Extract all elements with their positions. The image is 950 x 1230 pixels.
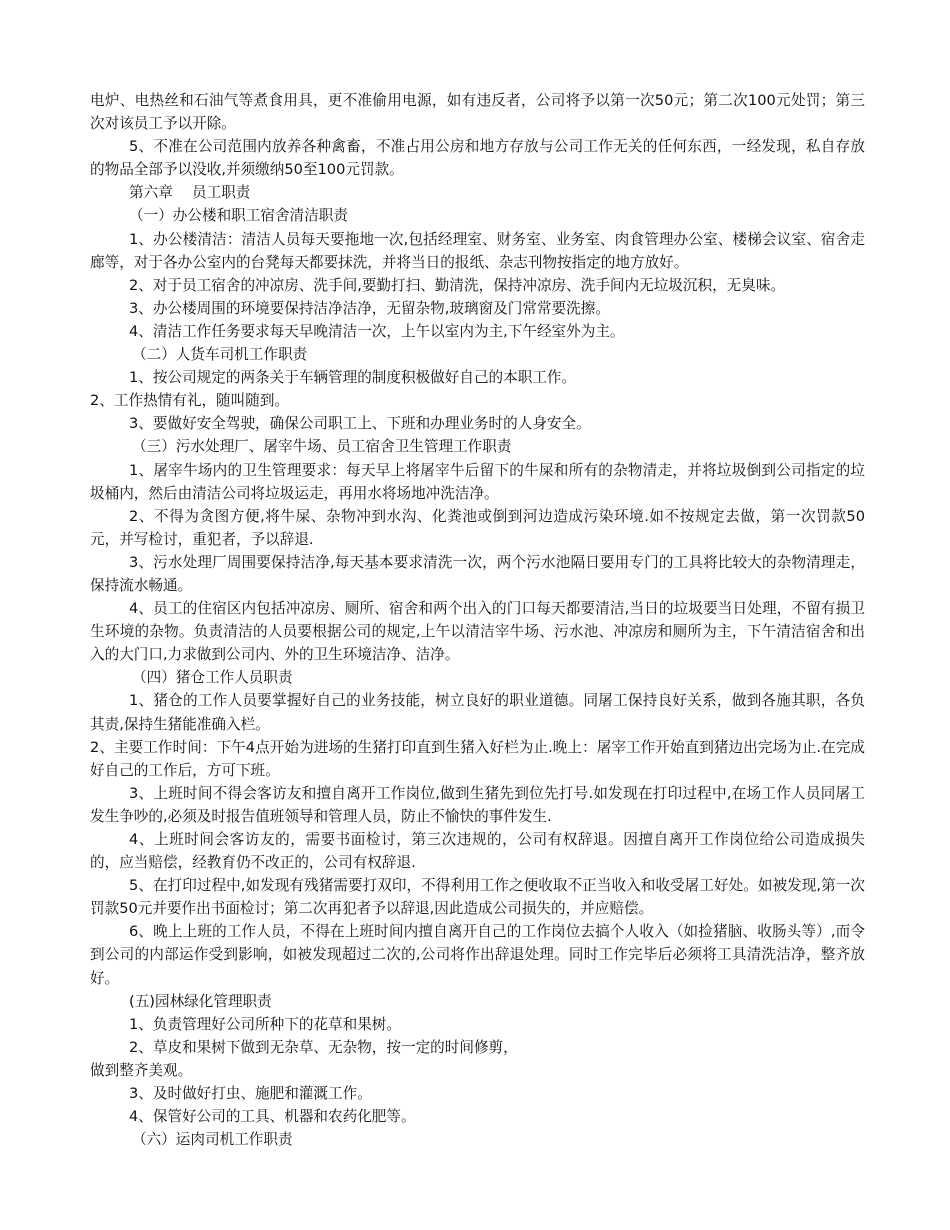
paragraph: 1、按公司规定的两条关于车辆管理的制度积极做好自己的本职工作。 — [129, 369, 577, 387]
paragraph: 1、猪仓的工作人员要掌握好自己的业务技能，树立良好的职业道德。同屠工保持良好关系，做到各施其职，各负其责,保持生猪能准确入栏。 — [90, 692, 865, 733]
paragraph: 5、在打印过程中,如发现有残猪需要打双印，不得利用工作之便收取不正当收入和收受屠工好处。如被发现,第一次罚款50元并要作出书面检讨；第二次再犯者予以辞退,因此造成公司损失的，并应赔偿。 — [90, 877, 865, 918]
paragraph: 做到整齐美观。 — [90, 1061, 193, 1079]
chapter-heading: 第六章 员工职责 — [129, 184, 251, 202]
paragraph: 3、上班时间不得会客访友和擅自离开工作岗位,做到生猪先到位先打号.如发现在打印过程中,在场工作人员同屠工发生争吵的,必须及时报告值班领导和管理人员，防止不愉快的事件发生. — [90, 784, 865, 825]
section-heading: (五)园林绿化管理职责 — [129, 992, 272, 1010]
paragraph: 4、保管好公司的工具、机器和农药化肥等。 — [129, 1108, 416, 1126]
paragraph: 3、污水处理厂周围要保持洁净,每天基本要求清洗一次，两个污水池隔日要用专门的工具将比较大的杂物清理走，保持流水畅通。 — [90, 553, 865, 594]
paragraph: 4、清洁工作任务要求每天早晚清洁一次，上午以室内为主,下午经室外为主。 — [129, 322, 625, 340]
paragraph: 2、工作热情有礼，随叫随到。 — [90, 392, 290, 410]
paragraph: 3、办公楼周围的环境要保持洁净洁净，无留杂物,玻璃窗及门常常要洗擦。 — [129, 299, 610, 317]
document-page — [90, 89, 865, 1151]
paragraph: 4、上班时间会客访友的，需要书面检讨，第三次违规的，公司有权辞退。因擅自离开工作岗位给公司造成损失的，应当赔偿，经教育仍不改正的，公司有权辞退. — [90, 831, 865, 872]
paragraph: 5、不准在公司范围内放养各种禽畜，不准占用公房和地方存放与公司工作无关的任何东西，一经发现，私自存放的物品全部予以没收,并须缴纳50至100元罚款。 — [90, 138, 865, 179]
paragraph: 3、要做好安全驾驶，确保公司职工上、下班和办理业务时的人身安全。 — [129, 415, 591, 433]
paragraph: 2、不得为贪图方便,将牛屎、杂物冲到水沟、化粪池或倒到河边造成污染环境.如不按规定去做，第一次罚款50元，并写检讨，重犯者，予以辞退. — [90, 507, 865, 548]
section-heading: （一）办公楼和职工宿舍清洁职责 — [129, 207, 348, 225]
paragraph: 1、办公楼清洁：清洁人员每天要拖地一次,包括经理室、财务室、业务室、肉食管理办公室、楼梯会议室、宿舍走廊等，对于各办公室内的台凳每天都要抹洗，并将当日的报纸、杂志刊物按指定的地方放好。 — [90, 230, 865, 271]
section-heading: （二）人货车司机工作职责 — [132, 346, 308, 364]
section-heading: （四）猪仓工作人员职责 — [132, 669, 293, 687]
paragraph: 2、草皮和果树下做到无杂草、无杂物，按一定的时间修剪， — [129, 1038, 518, 1056]
paragraph: 电炉、电热丝和石油气等煮食用具，更不准偷用电源，如有违反者，公司将予以第一次50元；第二次100元处罚；第三次对该员工予以开除。 — [90, 92, 865, 133]
paragraph: 2、对于员工宿舍的冲凉房、洗手间,要勤打扫、勤清洗，保持冲凉房、洗手间内无垃圾沉积，无臭味。 — [129, 276, 786, 294]
paragraph: 3、及时做好打虫、施肥和灌溉工作。 — [129, 1085, 372, 1103]
section-heading: （三）污水处理厂、屠宰牛场、员工宿舍卫生管理工作职责 — [132, 438, 512, 456]
section-heading: （六）运肉司机工作职责 — [132, 1131, 293, 1149]
paragraph: 1、负责管理好公司所种下的花草和果树。 — [129, 1015, 401, 1033]
paragraph: 2、主要工作时间：下午4点开始为进场的生猪打印直到生猪入好栏为止.晚上：屠宰工作开始直到猪边出完场为止.在完成好自己的工作后，方可下班。 — [90, 738, 865, 779]
paragraph: 6、晚上上班的工作人员，不得在上班时间内擅自离开自己的工作岗位去搞个人收入（如捡猪脑、收肠头等）,而令到公司的内部运作受到影响，如被发现超过二次的,公司将作出辞退处理。同时工作完毕后必须将工具清洗洁净，整齐放好。 — [90, 923, 865, 987]
paragraph: 1、屠宰牛场内的卫生管理要求：每天早上将屠宰牛后留下的牛屎和所有的杂物清走，并将垃圾倒到公司指定的垃圾桶内，然后由清洁公司将垃圾运走，再用水将场地冲洗洁净。 — [90, 461, 865, 502]
paragraph: 4、员工的住宿区内包括冲凉房、厕所、宿舍和两个出入的门口每天都要清洁,当日的垃圾要当日处理，不留有损卫生环境的杂物。负责清洁的人员要根据公司的规定,上午以清洁宰牛场、污水池、冲凉房和厕所为主，下午清洁宿舍和出入的大门口,力求做到公司内、外的卫生环境洁净、洁净。 — [90, 600, 865, 664]
